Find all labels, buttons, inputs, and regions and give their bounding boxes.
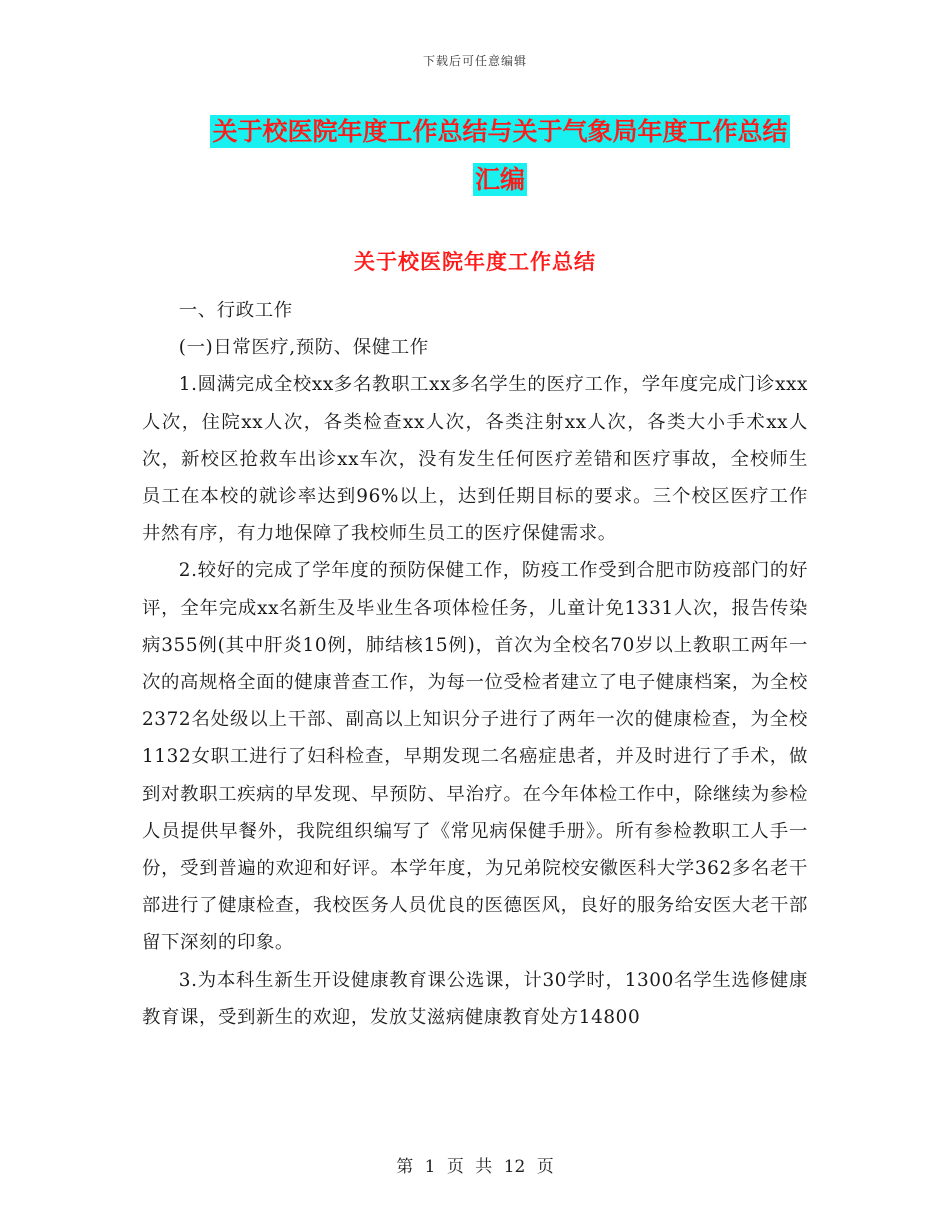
heading-administrative-work: 一、行政工作	[178, 300, 293, 321]
heading-daily-medical-work: (一)日常医疗,预防、保健工作	[178, 337, 429, 359]
paragraph-item-1: 1.圆满完成全校xx多名教职工xx多名学生的医疗工作，学年度完成门诊xxx人次，住院xx人次，各类检查xx人次，各类注射xx人次，各类大小手术xx人次，新校区抢救车出诊xx车次，没有发生任何医疗差错和医疗事故，全校师生员工在本校的就诊率达到96%以上，达到任期目标的要求。三个校区医疗工作井然有序，有力地保障了我校师生员工的医疗保健需求。	[142, 374, 808, 545]
document-title	[190, 108, 810, 204]
section-title: 关于校医院年度工作总结	[354, 250, 596, 274]
document-title-line-2: 汇编	[474, 165, 525, 194]
document-body	[142, 292, 808, 1036]
paragraph-item-2: 2.较好的完成了学年度的预防保健工作，防疫工作受到合肥市防疫部门的好评，全年完成xx名新生及毕业生各项体检任务，儿童计免1331人次，报告传染病355例(其中肝炎10例，肺结核15例)，首次为全校名70岁以上教职工两年一次的高规格全面的健康普查工作，为每一位受检者建立了电子健康档案，为全校2372名处级以上干部、副高以上知识分子进行了两年一次的健康检查，为全校1132女职工进行了妇科检查，早期发现二名癌症患者，并及时进行了手术，做到对教职工疾病的早发现、早预防、早治疗。在今年体检工作中，除继续为参检人员提供早餐外，我院组织编写了《常见病保健手册》。所有参检教职工人手一份，受到普遍的欢迎和好评。本学年度，为兄弟院校安徽医科大学362多名老干部进行了健康检查，我校医务人员优良的医德医风，良好的服务给安医大老干部留下深刻的印象。	[142, 560, 808, 954]
paragraph-item-3: 3.为本科生新生开设健康教育课公选课，计30学时，1300名学生选修健康教育课，受到新生的欢迎，发放艾滋病健康教育处方14800	[142, 969, 808, 1028]
document-title-line-1: 关于校医院年度工作总结与关于气象局年度工作总结	[212, 117, 788, 146]
page-header-note: 下载后可任意编辑	[422, 54, 527, 68]
page-number-footer: 第 1 页 共 12 页	[396, 1157, 554, 1177]
